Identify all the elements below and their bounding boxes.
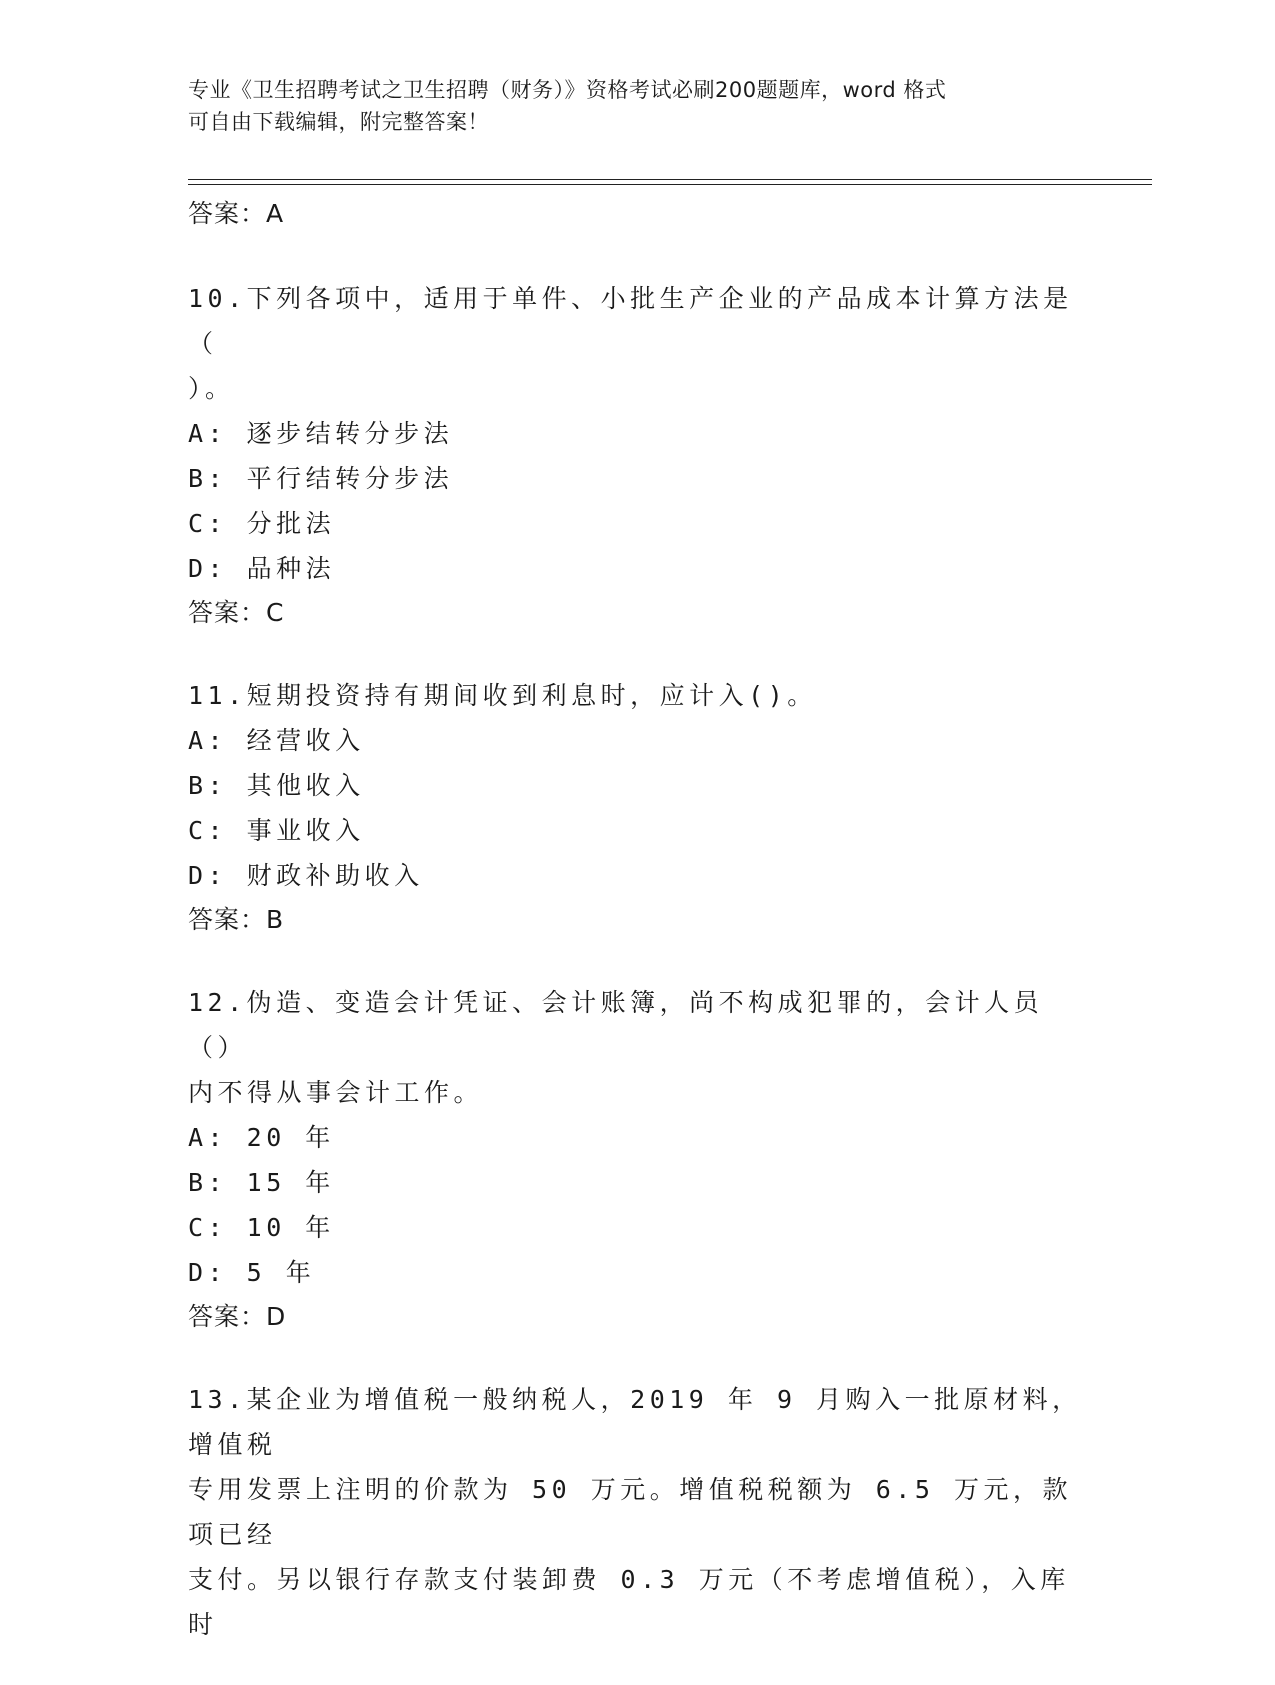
question-13 [188,1377,1088,1647]
answer-line: 答案：C [188,598,285,627]
question-text: 内不得从事会计工作。 [188,1078,484,1107]
question-text: 12.伪造、变造会计凭证、会计账簿，尚不构成犯罪的，会计人员（） [188,988,1044,1062]
header-rule-top [188,179,1152,180]
question-text: 10.下列各项中，适用于单件、小批生产企业的产品成本计算方法是（ [188,284,1073,358]
question-11 [188,673,1088,942]
option-c: C: 10 年 [188,1213,335,1242]
header-line-1: 专业《卫生招聘考试之卫生招聘（财务）》资格考试必刷200题题库，word 格式 [188,78,947,102]
document-header [188,74,1068,138]
question-text: 专用发票上注明的价款为 50 万元。增值税税额为 6.5 万元，款项已经 [188,1475,1072,1549]
option-b: B: 平行结转分步法 [188,464,454,493]
option-a: A: 20 年 [188,1123,335,1152]
question-text: ）。 [188,374,235,403]
option-d: D: 财政补助收入 [188,861,424,890]
option-a: A: 逐步结转分步法 [188,419,454,448]
option-b: B: 其他收入 [188,771,365,800]
question-text: 11.短期投资持有期间收到利息时，应计入()。 [188,681,817,710]
answer-line: 答案：A [188,199,285,228]
option-c: C: 事业收入 [188,816,365,845]
header-line-2: 可自由下载编辑，附完整答案！ [188,110,489,134]
option-a: A: 经营收入 [188,726,365,755]
option-d: D: 品种法 [188,554,336,583]
option-c: C: 分批法 [188,509,336,538]
question-text: 支付。另以银行存款支付装卸费 0.3 万元（不考虑增值税），入库时 [188,1565,1070,1639]
question-10 [188,276,1088,635]
option-d: D: 5 年 [188,1258,316,1287]
question-list [188,192,1088,1685]
answer-line: 答案：B [188,905,285,934]
question-12 [188,980,1088,1339]
option-b: B: 15 年 [188,1168,335,1197]
question-text: 13.某企业为增值税一般纳税人，2019 年 9 月购入一批原材料，增值税 [188,1385,1082,1459]
header-rule-bottom [188,184,1152,185]
answer-line: 答案：D [188,1302,287,1331]
